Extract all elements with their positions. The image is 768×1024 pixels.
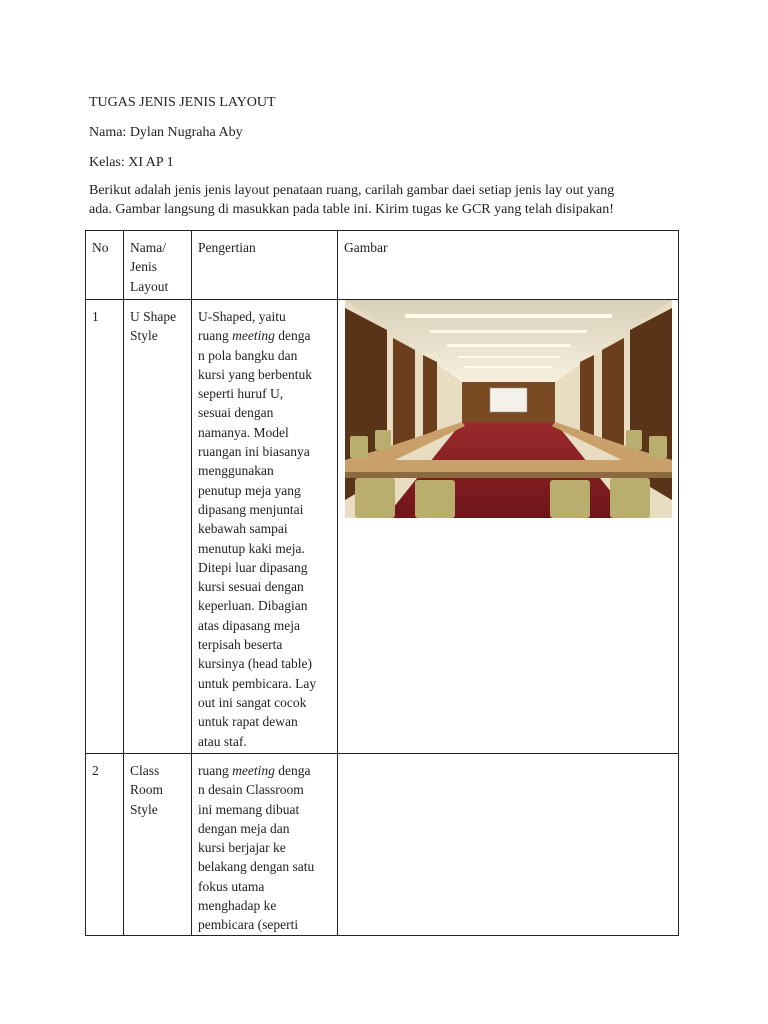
layout-name-line: Style [130,801,158,817]
header-name-line: Nama/ [130,240,166,255]
row-definition: ruang meeting denga n desain Classroom ini memang dibuat dengan meja dan kursi berjajar ke belakang dengan satu fokus utama menghadap ke pembicara (seperti [192,754,338,936]
layout-name-line: Class [130,763,160,778]
table-row [86,754,679,936]
layout-table [85,230,679,936]
row-picture [338,300,679,754]
layout-name-line: Room [130,782,164,798]
layout-name-line: U Shape [130,309,177,324]
u-shape-meeting-room-photo [345,300,672,518]
row-definition: U-Shaped, yaitu ruang meeting denga n pola bangku dan kursi yang berbentuk seperti huruf U, sesuai dengan namanya. Model ruangan ini biasanya menggunakan penutup meja yang dipasang menjuntai kebawah sampai menutup kaki meja. Ditepi luar dipasang kursi sesuai dengan keperluan. Dibagian atas dipasang meja terpisah beserta kursinya (head table) untuk pembicara. Lay out ini sangat cocok untuk rapat dewan atau staf. [192,300,338,754]
row-number: 2 [86,754,124,936]
intro-line-2: ada. Gambar langsung di masukkan pada table ini. Kirim tugas ke GCR yang telah disipakan! [89,202,614,217]
row-layout-name [124,754,192,936]
header-picture: Gambar [338,231,679,300]
table-header-row [86,231,679,300]
header-name [124,231,192,300]
layout-name-line: Style [130,328,158,344]
table-row [86,300,679,754]
header-name-line: Jenis [130,259,157,275]
row-picture-empty [338,754,679,936]
intro-paragraph [89,181,614,219]
student-class: Kelas: XI AP 1 [89,155,174,170]
header-definition: Pengertian [192,231,338,300]
intro-line-1: Berikut adalah jenis jenis layout penataan ruang, carilah gambar daei setiap jenis lay out yang [89,183,615,198]
row-number: 1 [86,300,124,754]
header-name-line: Layout [130,278,169,294]
row-layout-name [124,300,192,754]
header-no: No [86,231,124,300]
document-title: TUGAS JENIS JENIS LAYOUT [89,95,276,110]
student-name: Nama: Dylan Nugraha Aby [89,125,243,140]
